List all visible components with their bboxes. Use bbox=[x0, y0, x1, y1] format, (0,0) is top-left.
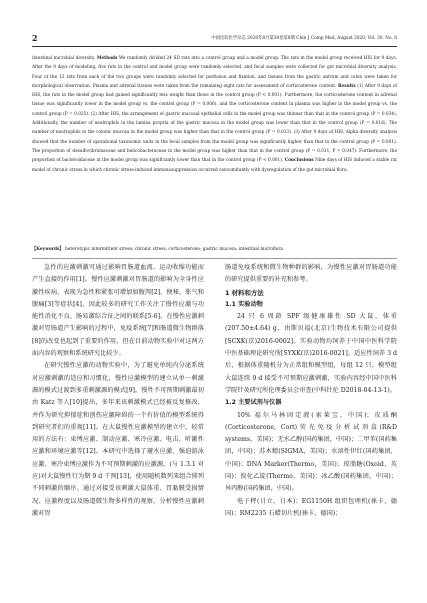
instruments-paragraph: 电子秤(日立，日本)；EG1150H 组织包埋机(徕卡，德国)；RM2235 石蜡切片机(徕卡，德国)； bbox=[225, 497, 397, 517]
keywords-text: heterotypic intermittent stress; chronic stress; corticosterone; gastric mucosa; intestinal microflora bbox=[65, 247, 283, 252]
keywords-label: 【Keywords】 bbox=[32, 247, 64, 252]
body-column-left bbox=[32, 262, 204, 520]
page-number: 2 bbox=[32, 33, 38, 43]
subsection-heading-reagents: 1.2 主要试剂与仪器 bbox=[225, 399, 282, 407]
conclusions-label: Conclusions bbox=[284, 158, 314, 164]
intro-paragraph-2: 在研究慢性应激的动物实验中，为了避免单纯内分泌系统对应激刺激的适应和习惯化，慢性应激模型的建立从单一刺激源的模式过渡到多重刺激源的模式[9]。慢性不可预期刺激最初由 Katz 等人[10]提出，多年来该刺激模式已经被反复修改，并作为研究抑郁症和创伤应激障碍的一个有价值的模型系统得到研究者们的重视[11]。在大鼠慢性应激模型的建立中，较常用的方法有：束缚应激、制动应激、寒冷应激、电击、听激性应激和环境应激等[12]。本研究中选择了避水应激、强迫游泳应激、寒冷束缚应激作为不可预期刺激的应激源，(与 1.3.1 对应)对大鼠慢性行为期 9 d 干预[13]，使用随机数列来组合排列不同刺激的顺序。通过对接受该刺激大鼠体重、胃黏膜受损情况、应激程度以及肠道微生物多样性的观察，分析慢性应激刺激对胃 bbox=[32, 362, 204, 517]
journal-name: 中国比较医学杂志 2020年8月第30卷第8期 Chin J Comp Med, August 2020, Vol. 30, No. 8 bbox=[211, 36, 397, 41]
intro-paragraph-continued: 肠道免疫系统和微生物种群的影响，为慢性应激对胃肠道功能的研究提供重要的补充和参考。 bbox=[225, 264, 397, 284]
methods-label: Methods bbox=[96, 56, 118, 61]
results-text: (1) After 9 days of HIS, the rats in the model group had gained significantly less weight than those in the control group (P < 0.001). Furthermore, the corticosterone content in adrenal tissue was significantly lower in the model group vs. the control group (P = 0.006), and the corticosterone content in plasma was higher in the model group vs. the control group (P = 0.025). (2) After HIS, the arrangement of gastric mucosal epithelial cells in the model group was thinner than that in the control group (P = 0.034). Additionally, the number of neutrophils in the lamina propria of the gastric mucosa in the model group was lower than that in the control group (P = 0.016). The number of neutrophils in the colonic mucosa in the model group was higher than that in the control group (P = 0.013). (3) After 9 days of HIS, Alpha diversity analysis showed that the number of operational taxonomic units in the fecal samples from the model group was significantly higher than that in the control group (P = 0.001). The proportion of desulfovibrionaceae and helicobacteraceae in the model group was higher than that in the control group (P = 0.011, P = 0.047). Furthermore, the proportion of bacteroidaceae in the model group was significantly lower than that in the control group (P < 0.001). bbox=[32, 83, 398, 164]
body-column-right bbox=[225, 262, 397, 520]
abstract-objective-tail: intestinal microbial diversity. bbox=[32, 56, 96, 61]
conclusions-text: Nine days of HIS induced a stable rat model of chronic stress in which chronic stress-induced immunosuppression occurred concomitantly with dysregulation of the gut microbial flora. bbox=[32, 158, 397, 173]
intro-paragraph-1: 急性的应激刺激可通过影响胃肠道血流、运动收缩功能而产生直接的作用[1]。慢性应激刺激对胃肠道的影响为全身性应激性疾病，表现为急性和紧张可增加如腹泻[2]、便秘、胀气和腹痛[3]等症状[4]，因此较多的研究工作关注了慢性应激与功能性消化不良、肠易激综合征之间的联系[5-6]。在慢性应激刺激对胃肠道产生影响的过程中，免疫系统[7]和肠道微生物群落[8]的改变也起到了重要的作用，但在目前动物实验中对这两方面内容的观察和系统研究比较少。 bbox=[32, 264, 204, 358]
section-heading-methods: 1 材料和方法 bbox=[225, 288, 264, 297]
reagents-paragraph: 10% 福尔马林固定液(索莱宝，中国)；皮质酮(Corticosterone, Cort)荧光免疫分析试剂盒(R&D systems，美国)；无水乙醇(国药集团，中国)；二甲苯(国药集团，中国)；苏木精(SIGMA，美国)；水溶性伊红(国药集团，中国)；DNA Marker(Thermo，美国)；琼脂糖(Oxoid，英国)；溴化乙锭(Thermo，美国)；冰乙酸(国药集团，中国)；异丙醇(国药集团，中国)。 bbox=[225, 411, 397, 493]
subsection-heading-animals: 1.1 实验动物 bbox=[225, 300, 263, 308]
running-header bbox=[32, 33, 397, 47]
abstract-paragraph bbox=[32, 54, 397, 175]
animals-paragraph: 24 只 6 周龄 SPF 级健康雄性 SD 大鼠，体重(207.50±4.64) g，由斯贝福(北京)生物技术有限公司提供[SCXK(京)2016-0002]。实验动物均饲养于中国中医科学院中医基础理论研究所[SYXK(京)2016-0021]。适应性饲养 3 d 后，根据体重随机分为正常组和模型组，每组 12 只。模型组大鼠连续 9 d 接受不可预期应激刺激，实验内容经中国中医科学院针灸研究所伦理委员会审查(中科针伦 D2018-04-13-1)。 bbox=[225, 313, 397, 394]
methods-text: We randomly divided 24 SD rats into a control group and a model group. The rats in the model group received HIS for 9 days. After the 9 days of modeling, five rats in the control and model group were randomly selected, and fecal samples were collected for gut microbial diversity analysis. Four of the 12 rats from each of the two groups were randomly selected for perfusion and fixation, and tissues from the gastric antrum and colon were taken for morphological observation. Plasma and adrenal tissues were taken from the remaining eight rats for assessment of corticosterone content. bbox=[32, 56, 397, 89]
section-divider bbox=[32, 258, 397, 259]
english-abstract bbox=[32, 54, 397, 175]
results-label: Results bbox=[337, 83, 356, 89]
keywords-line bbox=[32, 246, 397, 254]
